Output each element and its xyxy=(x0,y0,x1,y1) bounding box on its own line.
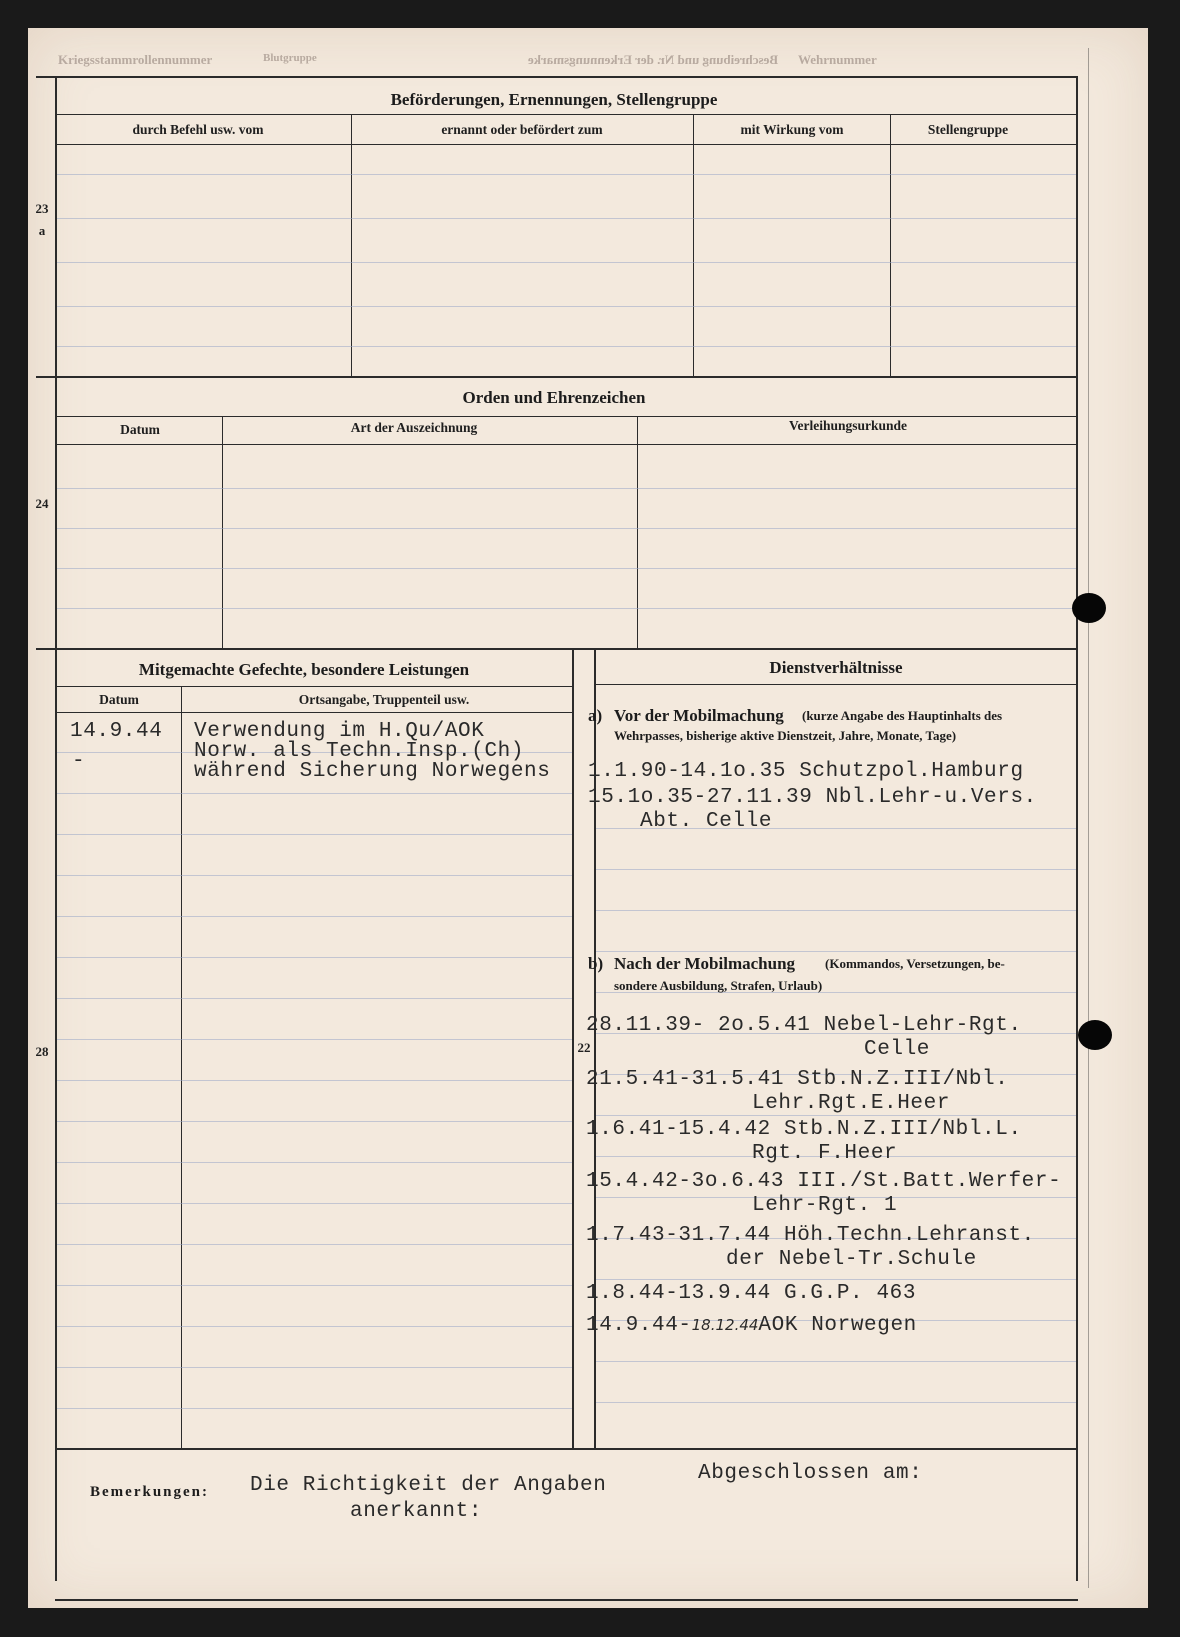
col-befehl: durch Befehl usw. vom xyxy=(132,122,264,137)
dienst-a-note-2: Wehrpasses, bisherige aktive Dienstzeit, Jahre, Monate, Tage) xyxy=(614,728,957,743)
section-23a-ruling xyxy=(57,174,1076,175)
remarks-closed: Abgeschlossen am: xyxy=(698,1462,923,1485)
ruling-line xyxy=(57,1203,572,1204)
dienst-b-note: (Kommandos, Versetzungen, be- xyxy=(825,956,1005,971)
section-24-col-rule xyxy=(57,444,1076,445)
dienst-b-heading: Nach der Mobilmachung xyxy=(614,954,796,973)
section-23a-ruling xyxy=(57,306,1076,307)
section-28-col-rule xyxy=(57,712,572,713)
section-24-vline-2 xyxy=(637,416,638,648)
col-gefecht-datum: Datum xyxy=(99,692,139,707)
dienst-a-entry-1: 1.1.90-14.1o.35 Schutzpol.Hamburg xyxy=(588,760,1024,783)
ruling-line xyxy=(57,834,572,835)
frame-top-rule xyxy=(36,76,1076,78)
dienst-a-label: a) xyxy=(588,706,603,725)
dienst-b-last-handwritten: 18.12.44 xyxy=(691,1316,759,1334)
section-23a-vline-2 xyxy=(693,114,694,376)
section-24-header-rule xyxy=(57,416,1076,417)
ruling-line xyxy=(57,1080,572,1081)
remarks-text-1: Die Richtigkeit der Angaben xyxy=(250,1474,607,1497)
section-23a-number: 23 a xyxy=(35,201,49,238)
section-23a-ruling xyxy=(57,262,1076,263)
ghost-header-blutgruppe: Blutgruppe xyxy=(263,52,317,64)
section-24-bottom-rule xyxy=(36,648,1076,650)
section-24-ruling xyxy=(57,568,1076,569)
gefecht-date-1: 14.9.44 xyxy=(70,720,163,743)
gefecht-text-1: Verwendung im H.Qu/AOK xyxy=(194,720,485,743)
dienst-a-note: (kurze Angabe des Hauptinhalts des xyxy=(802,708,1003,723)
form-sheet xyxy=(28,28,1148,1608)
dienst-b-note-2: sondere Ausbildung, Strafen, Urlaub) xyxy=(614,978,823,993)
dienst-b-entry-1: 28.11.39- 2o.5.41 Nebel-Lehr-Rgt. xyxy=(586,1014,1022,1037)
gefecht-text-3: während Sicherung Norwegens xyxy=(194,760,551,783)
gefecht-text-2: Norw. als Techn.Insp.(Ch) xyxy=(194,740,525,763)
dienst-b-entry-2: Celle xyxy=(864,1038,931,1061)
section-23a-ruling xyxy=(57,346,1076,347)
section-24-title: Orden und Ehrenzeichen xyxy=(462,388,646,407)
ghost-header-marke: Beschreibung und Nr. der Erkennungsmarke xyxy=(528,52,779,67)
remarks-text-2: anerkannt: xyxy=(350,1500,483,1523)
ruling-line xyxy=(57,998,572,999)
ruling-line xyxy=(596,1402,1076,1403)
ruling-line xyxy=(57,793,572,794)
ruling-line xyxy=(596,1115,1076,1116)
remarks-bottom-rule xyxy=(55,1599,1078,1601)
remarks-top-rule xyxy=(55,1448,1078,1450)
ruling-line xyxy=(57,1121,572,1122)
section-24-vline-1 xyxy=(222,416,223,648)
ruling-line xyxy=(57,1244,572,1245)
section-23a-col-rule xyxy=(57,144,1076,145)
dienst-a-heading: Vor der Mobilmachung xyxy=(614,706,784,725)
ruling-line xyxy=(57,1285,572,1286)
dienst-b-entry-11: 1.8.44-13.9.44 G.G.P. 463 xyxy=(586,1282,917,1305)
ruling-line xyxy=(57,1408,572,1409)
ruling-line xyxy=(57,875,572,876)
ghost-header-wehrnummer: Wehrnummer xyxy=(798,52,877,67)
col-ernannt: ernannt oder befördert zum xyxy=(441,122,603,137)
dienst-a-entry-3: Abt. Celle xyxy=(640,810,773,833)
section-23a-vline-1 xyxy=(351,114,352,376)
section-28-title: Mitgemachte Gefechte, besondere Leistungen xyxy=(138,660,470,679)
remarks-label: Bemerkungen: xyxy=(90,1484,209,1500)
dienst-b-label: b) xyxy=(588,954,604,973)
section-22-header-rule xyxy=(596,684,1076,685)
section-23a-ruling xyxy=(57,218,1076,219)
dienst-b-entry-6: Rgt. F.Heer xyxy=(752,1142,898,1165)
section-22-number: 22 xyxy=(577,1040,591,1055)
ghost-header-kriegsstammrolle: Kriegsstammrollennummer xyxy=(58,52,213,67)
ruling-line xyxy=(596,869,1076,870)
col-datum: Datum xyxy=(120,422,160,437)
dienst-b-entry-10: der Nebel-Tr.Schule xyxy=(726,1248,977,1271)
section-24-ruling xyxy=(57,528,1076,529)
dienst-b-entry-5: 1.6.41-15.4.42 Stb.N.Z.III/Nbl.L. xyxy=(586,1118,1022,1141)
punch-hole-lower xyxy=(1078,1020,1112,1050)
ruling-line xyxy=(57,1039,572,1040)
section-23a-bottom-rule xyxy=(36,376,1076,378)
dienst-b-last-prefix: 14.9.44- xyxy=(586,1314,692,1337)
section-23a-vline-3 xyxy=(890,114,891,376)
col-urkunde: Verleihungsurkunde xyxy=(788,418,908,433)
dienst-b-last-suffix: AOK Norwegen xyxy=(758,1314,917,1337)
ruling-line xyxy=(57,1162,572,1163)
dienst-b-entry-4: Lehr.Rgt.E.Heer xyxy=(752,1092,951,1115)
frame-left-rule xyxy=(55,76,57,1581)
col-wirkung: mit Wirkung vom xyxy=(740,122,844,137)
dienst-b-entry-7: 15.4.42-3o.6.43 III./St.Batt.Werfer- xyxy=(586,1170,1062,1193)
dienst-a-entry-2: 15.1o.35-27.11.39 Nbl.Lehr-u.Vers. xyxy=(588,786,1037,809)
dienst-b-entry-9: 1.7.43-31.7.44 Höh.Techn.Lehranst. xyxy=(586,1224,1035,1247)
section-28-header-rule xyxy=(57,686,572,687)
col-stellengruppe: Stellengruppe xyxy=(927,122,1009,137)
frame-right-outer-rule xyxy=(1088,48,1089,1588)
ruling-line xyxy=(596,1361,1076,1362)
dienst-b-entry-3: 21.5.41-31.5.41 Stb.N.Z.III/Nbl. xyxy=(586,1068,1009,1091)
ruling-line xyxy=(596,1279,1076,1280)
ruling-line xyxy=(596,910,1076,911)
frame-right-rule xyxy=(1076,76,1078,1581)
dienst-b-entry-8: Lehr-Rgt. 1 xyxy=(752,1194,898,1217)
gefecht-date-2: - xyxy=(72,750,86,773)
ruling-line xyxy=(57,1326,572,1327)
ruling-line xyxy=(57,1367,572,1368)
section-24-ruling xyxy=(57,488,1076,489)
section-28-vline xyxy=(181,686,182,1448)
punch-hole-upper xyxy=(1072,593,1106,623)
section-28-number: 28 xyxy=(35,1044,49,1059)
col-art: Art der Auszeichnung xyxy=(350,420,478,435)
col-ortsangabe: Ortsangabe, Truppenteil usw. xyxy=(298,692,470,707)
section-23a-title: Beförderungen, Ernennungen, Stellengruppe xyxy=(390,90,718,109)
section-24-ruling xyxy=(57,608,1076,609)
dienst-b-entry-12 xyxy=(586,1314,917,1337)
ruling-line xyxy=(596,951,1076,952)
section-23a-header-rule xyxy=(57,114,1076,115)
section-22-title: Dienstverhältnisse xyxy=(769,658,903,677)
ruling-line xyxy=(57,957,572,958)
ruling-line xyxy=(57,916,572,917)
section-24-number: 24 xyxy=(35,496,49,511)
